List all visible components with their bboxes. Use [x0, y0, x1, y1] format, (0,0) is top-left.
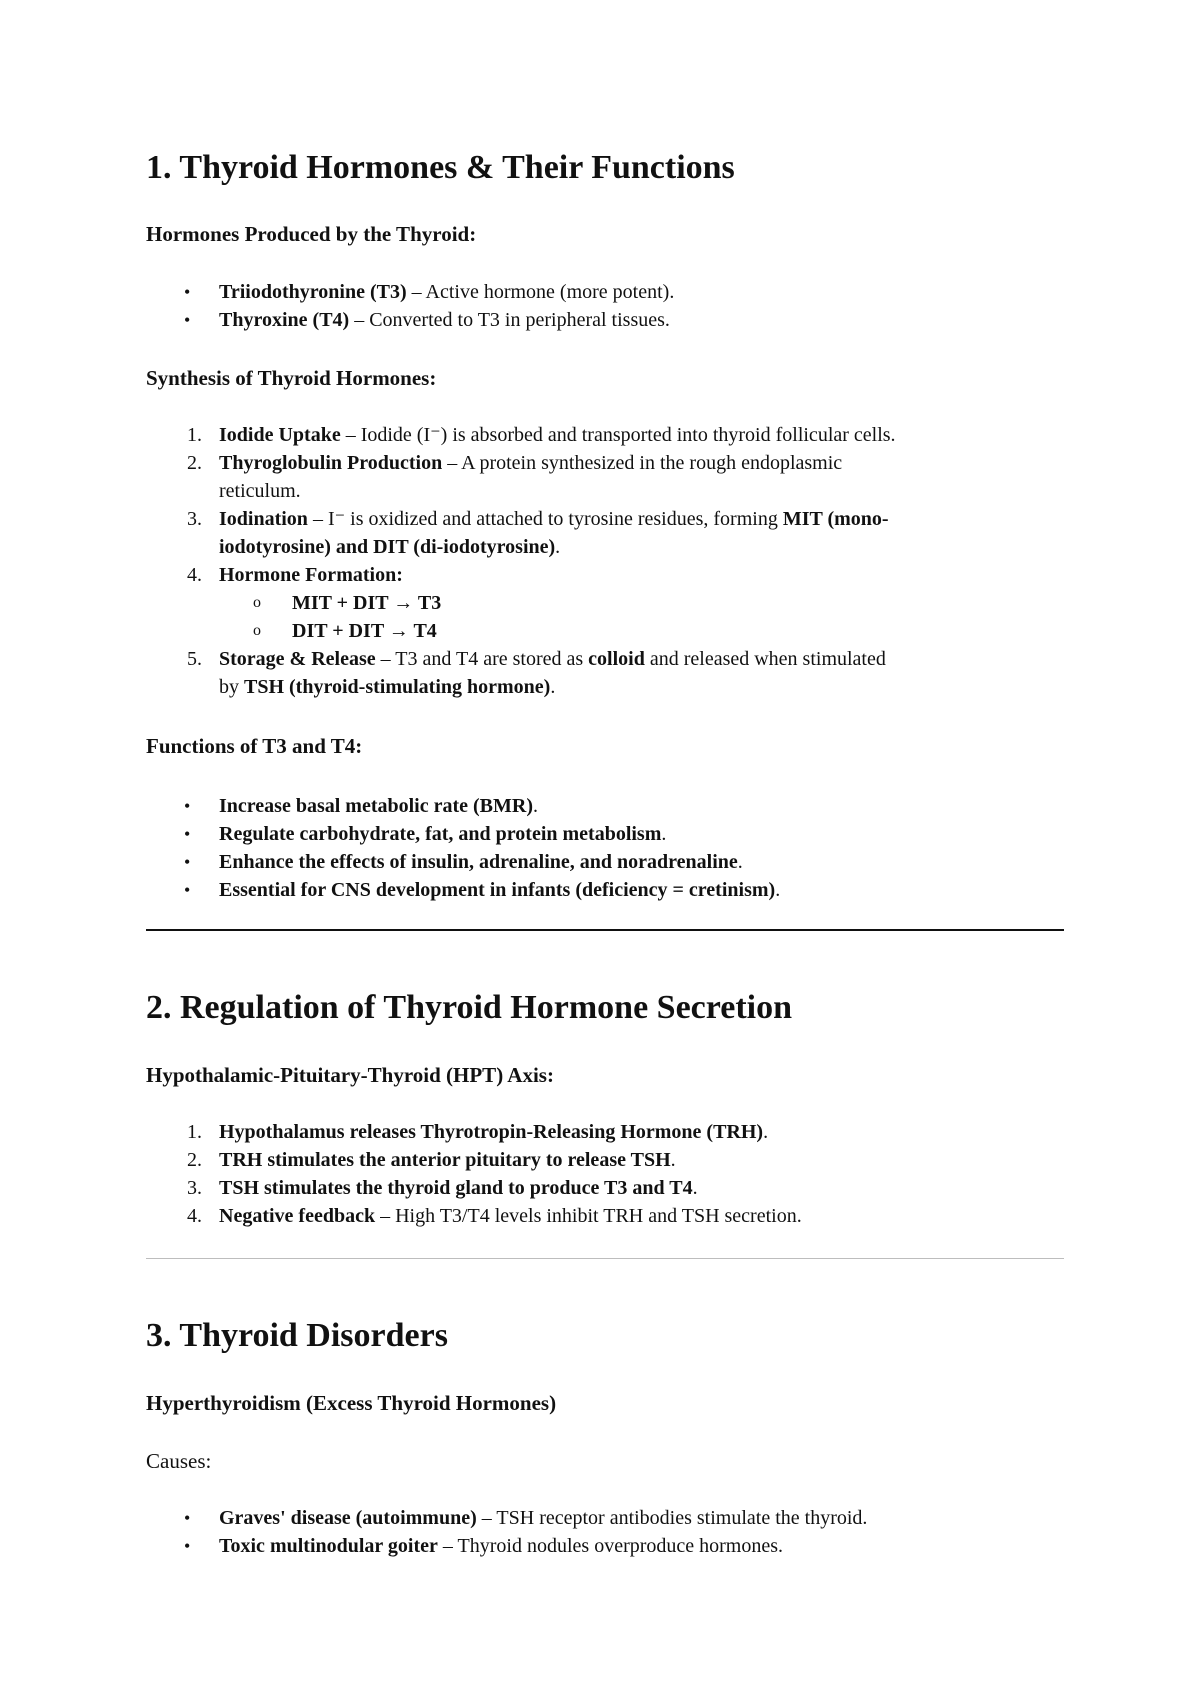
functions-heading: Functions of T3 and T4: [146, 734, 363, 758]
section-divider [146, 1258, 1064, 1259]
step-number: 1. [187, 424, 202, 446]
hormone-term: Thyroxine (T4) [219, 309, 350, 331]
list-item: Hypothalamus releases Thyrotropin-Releasing Hormone (TRH). [219, 1121, 769, 1143]
list-item: Increase basal metabolic rate (BMR). [219, 795, 539, 817]
hpt-axis-heading: Hypothalamic-Pituitary-Thyroid (HPT) Axis: [146, 1063, 554, 1087]
bullet: • [184, 824, 191, 844]
list-item: TRH stimulates the anterior pituitary to release TSH. [219, 1149, 676, 1171]
list-item: Essential for CNS development in infants (deficiency = cretinism). [219, 879, 781, 901]
hormone-term: Triiodothyronine (T3) [219, 281, 407, 303]
list-item: Thyroglobulin Production – A protein synthesized in the rough endoplasmic [219, 452, 843, 474]
sub-bullet: o [253, 594, 261, 611]
list-item: Hormone Formation: [219, 564, 403, 586]
hormones-heading: Hormones Produced by the Thyroid: [146, 222, 477, 246]
step-number: 2. [187, 452, 202, 474]
list-item: Graves' disease (autoimmune) – TSH receptor antibodies stimulate the thyroid. [219, 1507, 868, 1529]
bullet: • [184, 310, 191, 330]
bullet: • [184, 1508, 191, 1528]
list-item: Toxic multinodular goiter – Thyroid nodules overproduce hormones. [219, 1535, 784, 1557]
step-number: 3. [187, 508, 202, 530]
list-item: Negative feedback – High T3/T4 levels inhibit TRH and TSH secretion. [219, 1205, 802, 1227]
section-3-title: 3. Thyroid Disorders [146, 1317, 448, 1354]
bullet: • [184, 880, 191, 900]
section-1-title: 1. Thyroid Hormones & Their Functions [146, 149, 735, 186]
list-item-continuation: iodotyrosine) and DIT (di-iodotyrosine). [219, 536, 561, 558]
list-item: Iodination – I⁻ is oxidized and attached to tyrosine residues, forming MIT (mono- [219, 508, 889, 530]
hyperthyroidism-heading: Hyperthyroidism (Excess Thyroid Hormones) [146, 1391, 557, 1415]
step-number: 5. [187, 648, 202, 670]
bullet: • [184, 1536, 191, 1556]
section-2-title: 2. Regulation of Thyroid Hormone Secretion [146, 989, 792, 1026]
sub-bullet: o [253, 622, 261, 639]
list-item: TSH stimulates the thyroid gland to produce T3 and T4. [219, 1177, 698, 1199]
bullet: • [184, 852, 191, 872]
bullet: • [184, 796, 191, 816]
hormone-desc: – Active hormone (more potent). [406, 281, 675, 303]
bullet: • [184, 282, 191, 302]
step-number: 4. [187, 564, 202, 586]
section-divider [146, 929, 1064, 931]
list-item-continuation: reticulum. [219, 480, 301, 502]
list-item: Regulate carbohydrate, fat, and protein metabolism. [219, 823, 667, 845]
sub-list-item: DIT + DIT → T4 [292, 620, 437, 642]
list-item: Iodide Uptake – Iodide (I⁻) is absorbed and transported into thyroid follicular cells. [219, 424, 896, 446]
list-item-continuation: by TSH (thyroid-stimulating hormone). [219, 676, 556, 698]
step-number: 3. [187, 1177, 202, 1199]
step-number: 4. [187, 1205, 202, 1227]
step-number: 1. [187, 1121, 202, 1143]
sub-list-item: MIT + DIT → T3 [292, 592, 442, 614]
hormone-desc: – Converted to T3 in peripheral tissues. [349, 309, 670, 331]
causes-label: Causes: [146, 1449, 212, 1473]
synthesis-heading: Synthesis of Thyroid Hormones: [146, 366, 437, 390]
step-number: 2. [187, 1149, 202, 1171]
list-item: Enhance the effects of insulin, adrenaline, and noradrenaline. [219, 851, 743, 873]
list-item: Storage & Release – T3 and T4 are stored as colloid and released when stimulated [219, 648, 886, 670]
